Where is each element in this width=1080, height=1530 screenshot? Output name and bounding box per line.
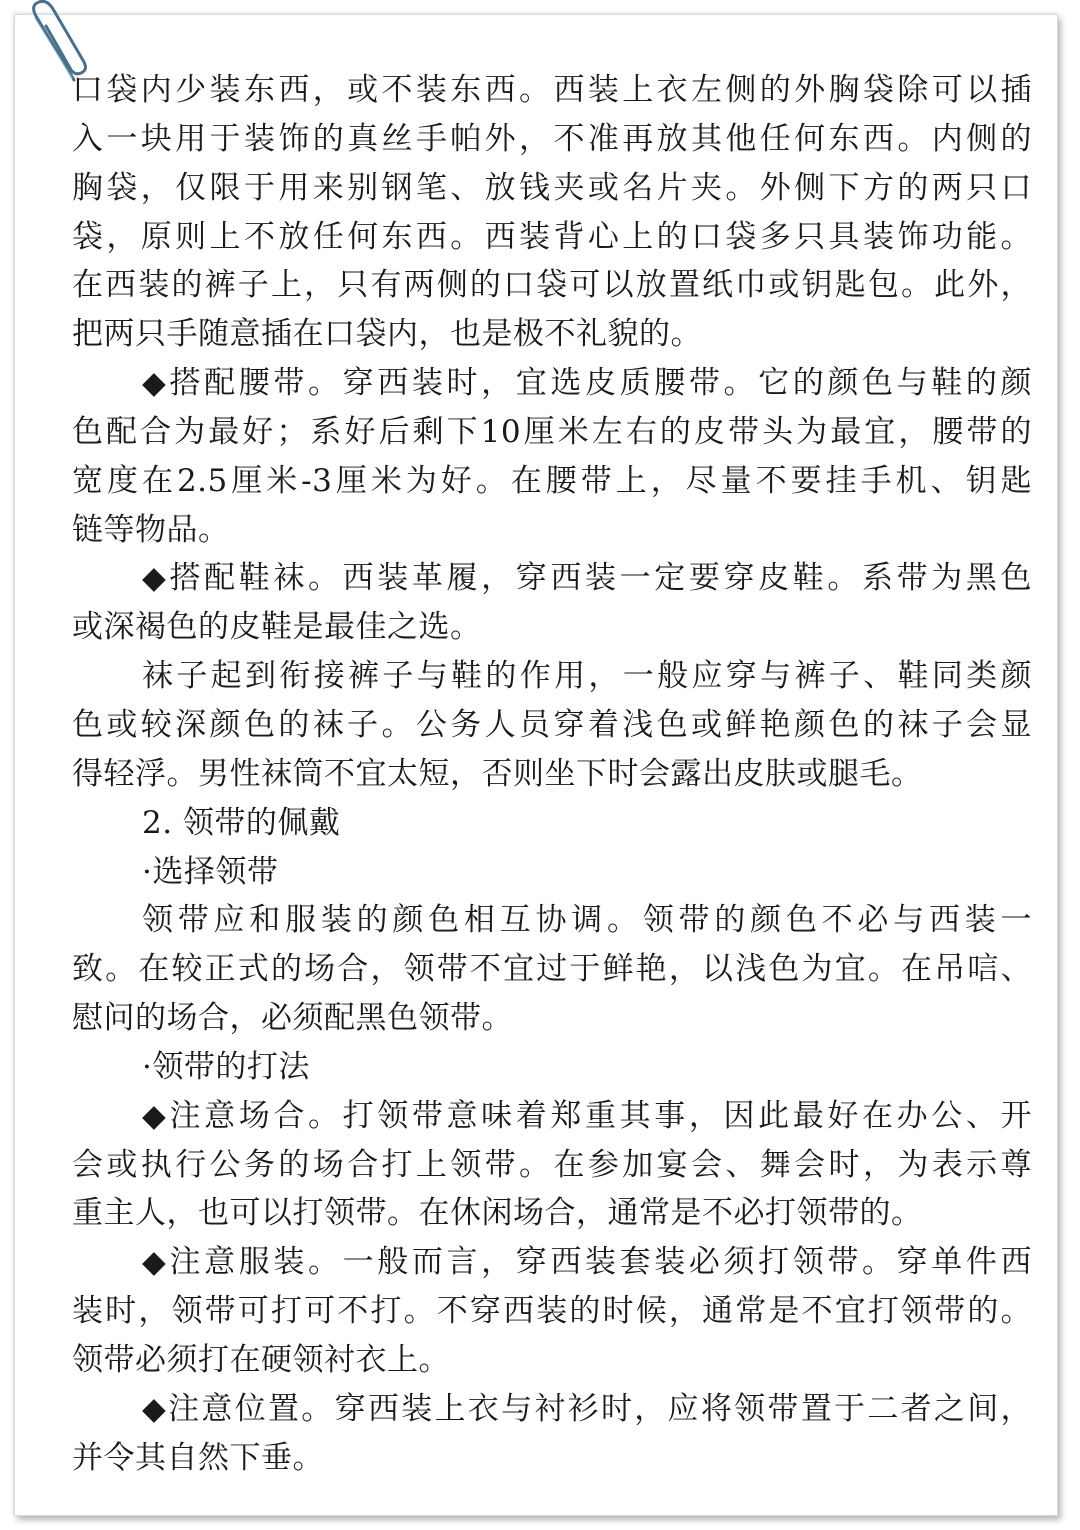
text-line: ·选择领带 [142,853,279,890]
text-line: 或深褐色的皮鞋是最佳之选。 [72,609,482,646]
text-line: ◆搭配腰带。穿西装时，宜选皮质腰带。它的颜色与鞋的颜 [142,365,1032,402]
text-line: 领带应和服装的颜色相互协调。领带的颜色不必与西装一 [142,902,1032,939]
text-line: 重主人，也可以打领带。在休闲场合，通常是不必打领带的。 [72,1195,923,1232]
text-line: 袜子起到衔接裤子与鞋的作用，一般应穿与裤子、鞋同类颜 [142,658,1032,695]
text-line: 在西装的裤子上，只有两侧的口袋可以放置纸巾或钥匙包。此外， [72,267,1032,304]
text-line: 链等物品。 [72,511,230,548]
text-line: 并令其自然下垂。 [72,1439,324,1476]
text-line: 领带必须打在硬领衬衣上。 [72,1341,450,1378]
text-line: 袋，原则上不放任何东西。西装背心上的口袋多只具装饰功能。 [72,218,1032,255]
text-line: 色或较深颜色的袜子。公务人员穿着浅色或鲜艳颜色的袜子会显 [72,706,1032,743]
text-line: 会或执行公务的场合打上领带。在参加宴会、舞会时，为表示尊 [72,1146,1032,1183]
text-line: 入一块用于装饰的真丝手帕外，不准再放其他任何东西。内侧的 [72,120,1032,157]
text-line: 宽度在2.5厘米-3厘米为好。在腰带上，尽量不要挂手机、钥匙 [72,462,1032,499]
text-line: ·领带的打法 [142,1048,310,1085]
text-line: 慰问的场合，必须配黑色领带。 [72,1000,513,1037]
text-line: 得轻浮。男性袜筒不宜太短，否则坐下时会露出皮肤或腿毛。 [72,755,923,792]
text-line: ◆搭配鞋袜。西装革履，穿西装一定要穿皮鞋。系带为黑色 [142,560,1032,597]
text-line: 胸袋，仅限于用来别钢笔、放钱夹或名片夹。外侧下方的两只口 [72,169,1032,206]
text-line: 口袋内少装东西，或不装东西。西装上衣左侧的外胸袋除可以插 [72,72,1032,108]
text-line: ◆注意服装。一般而言，穿西装套装必须打领带。穿单件西 [142,1244,1032,1281]
text-line: ◆注意场合。打领带意味着郑重其事，因此最好在办公、开 [142,1097,1032,1134]
document-body [72,66,1032,1482]
text-line: 致。在较正式的场合，领带不宜过于鲜艳，以浅色为宜。在吊唁、 [72,951,1032,988]
text-line: 装时，领带可打可不打。不穿西装的时候，通常是不宜打领带的。 [72,1293,1032,1330]
text-line: ◆注意位置。穿西装上衣与衬衫时，应将领带置于二者之间， [142,1390,1032,1427]
text-line: 把两只手随意插在口袋内，也是极不礼貌的。 [72,316,702,353]
text-line: 色配合为最好；系好后剩下10厘米左右的皮带头为最宜，腰带的 [72,413,1032,450]
text-line: 2. 领带的佩戴 [142,804,341,841]
